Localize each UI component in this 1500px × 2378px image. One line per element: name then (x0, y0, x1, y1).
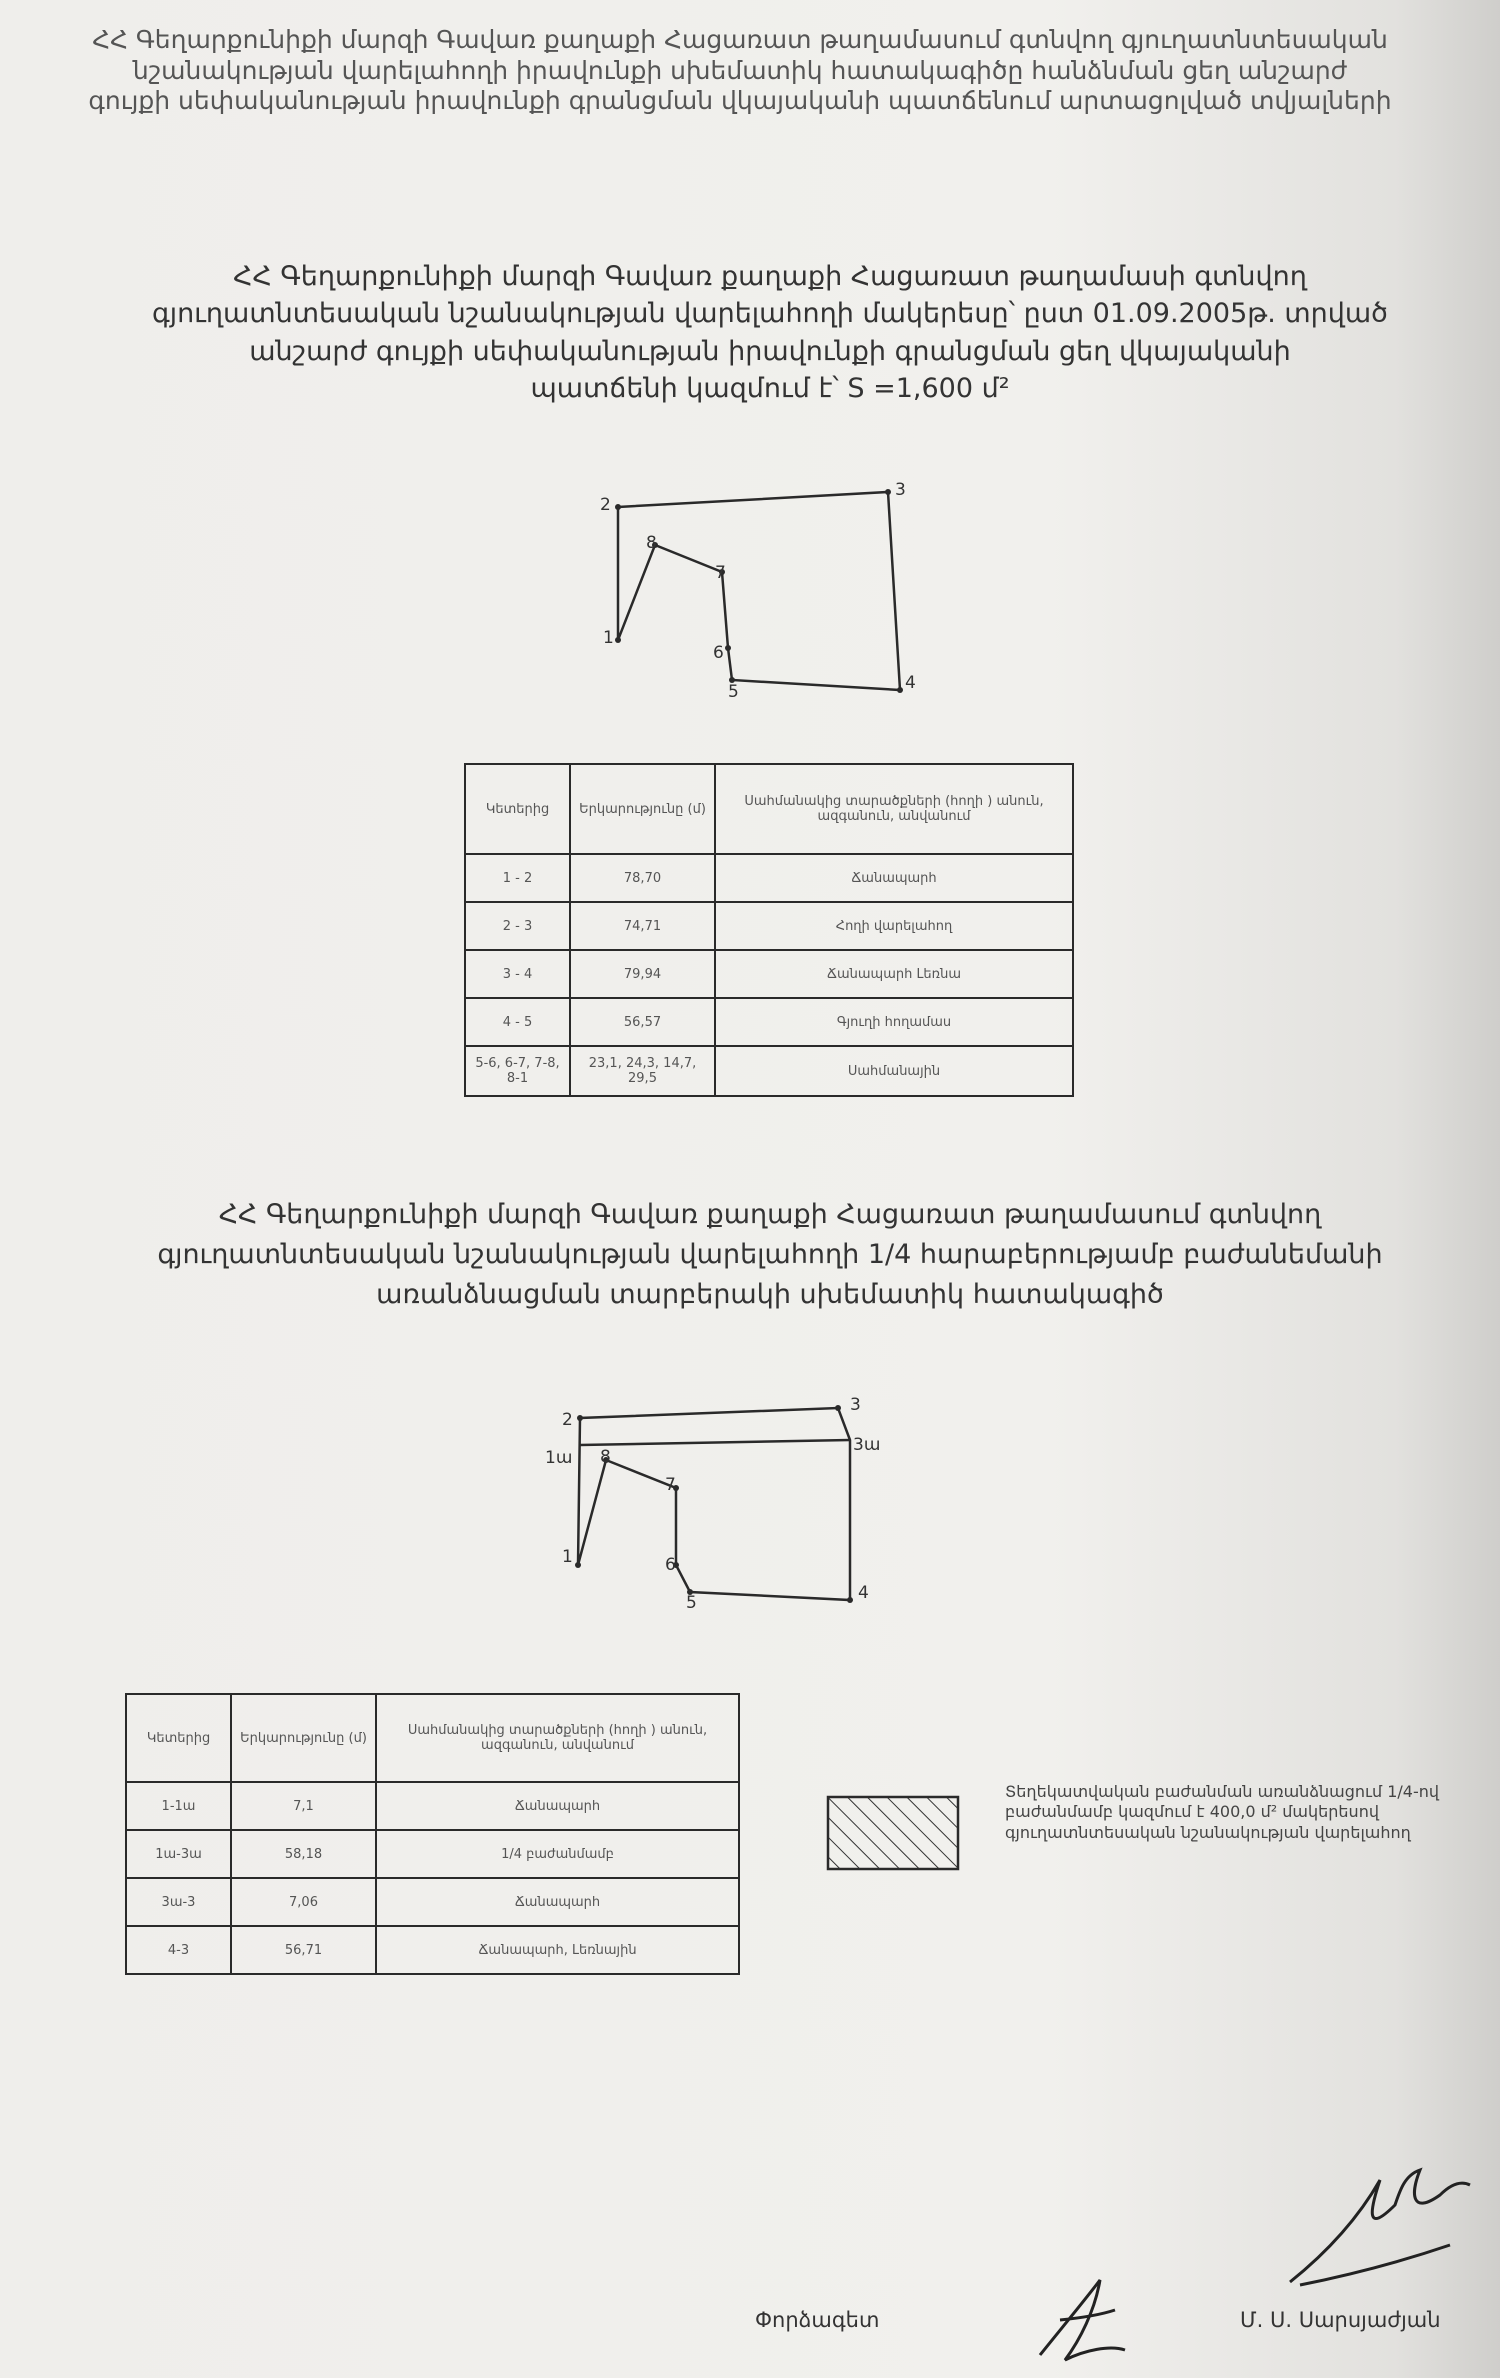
table-cell: 3ա-3 (126, 1878, 231, 1926)
plan2-label: 2 (562, 1410, 573, 1430)
table-cell: 56,57 (570, 998, 715, 1046)
table-cell: Ճանապարհ (376, 1878, 739, 1926)
plan2-label: 3 (850, 1395, 861, 1415)
table-cell: Ճանապարհ, Լեռնային (376, 1926, 739, 1974)
plan1-label: 5 (728, 682, 739, 702)
table-row (465, 854, 1073, 902)
table-row (126, 1830, 739, 1878)
plan2-boundary (578, 1408, 850, 1600)
table-row (126, 1878, 739, 1926)
table-row (465, 1046, 1073, 1096)
section2-title-line: առանձնացման տարբերակի սխեմատիկ հատակագիծ (376, 1278, 1164, 1310)
table-cell: Ճանապարհ (715, 854, 1073, 902)
plan1-label: 2 (600, 495, 611, 515)
table-cell: 4 - 5 (465, 998, 570, 1046)
table-cell: 56,71 (231, 1926, 376, 1974)
table-row (465, 902, 1073, 950)
signature-right-mark (1290, 2170, 1470, 2285)
section2-table (125, 1693, 740, 1975)
plan2-label: 1ա (545, 1448, 573, 1468)
table-cell: Սահմանային (715, 1046, 1073, 1096)
table-cell: 1 - 2 (465, 854, 570, 902)
legend-text: Տեղեկատվական բաժանման առանձնացում 1/4-ով բաժանմամբ կազմում է 400,0 մ² մակերեսով գյուղատնտեսական նշանակության վարելահող (1005, 1782, 1440, 1842)
table-cell: Գյուղի հողամաս (715, 998, 1073, 1046)
table-cell: 1ա-3ա (126, 1830, 231, 1878)
plan1-label: 8 (646, 533, 657, 553)
table-header: Երկարությունը (մ) (570, 764, 715, 854)
table-header: Երկարությունը (մ) (231, 1694, 376, 1782)
table-header: Սահմանակից տարածքների (հողի ) անուն, ազգանուն, անվանում (376, 1694, 739, 1782)
table-cell: 2 - 3 (465, 902, 570, 950)
plan2-label: 5 (686, 1593, 697, 1613)
table-cell: 4-3 (126, 1926, 231, 1974)
table-cell: 79,94 (570, 950, 715, 998)
table-row (126, 1926, 739, 1974)
header-line: գույքի սեփականության իրավունքի գրանցման վկայականի պատճենում արտացոլված տվյալների (88, 86, 1392, 115)
plan2-label: 6 (665, 1555, 676, 1575)
plan1-label: 4 (905, 673, 916, 693)
plan1-label: 7 (715, 563, 726, 583)
section1-title-line: անշարժ գույքի սեփականության իրավունքի գրանցման ցեղ վկայականի (249, 335, 1291, 367)
plan2-split-line (580, 1440, 850, 1445)
section1-title-line: գյուղատնտեսական նշանակության վարելահողի մակերեսը՝ ըստ 01.09.2005թ. տրված (151, 298, 1388, 330)
table-row (465, 998, 1073, 1046)
table-cell: 3 - 4 (465, 950, 570, 998)
plan2-label: 4 (858, 1583, 869, 1603)
table-cell: 7,06 (231, 1878, 376, 1926)
table-cell: 1-1ա (126, 1782, 231, 1830)
table-cell: 74,71 (570, 902, 715, 950)
table-row (126, 1782, 739, 1830)
header-line: ՀՀ Գեղարքունիքի մարզի Գավառ քաղաքի Հացառատ թաղամասում գտնվող գյուղատնտեսական (92, 25, 1388, 54)
plan2-label: 8 (600, 1447, 611, 1467)
table-cell: 7,1 (231, 1782, 376, 1830)
table-row (465, 950, 1073, 998)
table-header: Կետերից (465, 764, 570, 854)
table-cell: 78,70 (570, 854, 715, 902)
section1-title-line: ՀՀ Գեղարքունիքի մարզի Գավառ քաղաքի Հացառատ թաղամասի գտնվող (233, 261, 1307, 292)
plan1-label: 3 (895, 480, 906, 500)
table-cell: 58,18 (231, 1830, 376, 1878)
plan2-label: 7 (665, 1475, 676, 1495)
signatory-name: Մ. Ս. Սարսյաժյան (1240, 2308, 1441, 2332)
section2-title (150, 1195, 1390, 1315)
table-cell: Ճանապարհ Լեռնա (715, 950, 1073, 998)
legend-hatch-box (828, 1797, 958, 1869)
plan1-boundary (618, 492, 900, 690)
section1-title-line: պատճենի կազմում է՝ S =1,600 մ² (530, 372, 1010, 404)
table-header: Կետերից (126, 1694, 231, 1782)
table-cell: Հողի վարելահող (715, 902, 1073, 950)
signature-left-mark (1040, 2280, 1125, 2360)
table-cell: 1/4 բաժանմամբ (376, 1830, 739, 1878)
expert-label: Փորձագետ (755, 2308, 880, 2332)
table-cell: 23,1, 24,3, 14,7, 29,5 (570, 1046, 715, 1096)
plan2-label: 3ա (853, 1435, 881, 1455)
header-line: նշանակության վարելահողի իրավունքի սխեմատիկ հատակագիծը հանձնման ցեղ անշարժ (132, 55, 1348, 85)
plan2-label: 1 (562, 1547, 573, 1567)
table-cell: Ճանապարհ (376, 1782, 739, 1830)
section1-table (464, 763, 1074, 1097)
section2-title-line: ՀՀ Գեղարքունիքի մարզի Գավառ քաղաքի Հացառատ թաղամասում գտնվող (218, 1199, 1322, 1230)
table-header: Սահմանակից տարածքների (հողի ) անուն, ազգանուն, անվանում (715, 764, 1073, 854)
plan1-label: 1 (603, 628, 614, 648)
table-cell: 5-6, 6-7, 7-8, 8-1 (465, 1046, 570, 1096)
section2-title-line: գյուղատնտեսական նշանակության վարելահողի 1/4 հարաբերությամբ բաժանեմանի (157, 1238, 1383, 1270)
plan1-label: 6 (713, 643, 724, 663)
